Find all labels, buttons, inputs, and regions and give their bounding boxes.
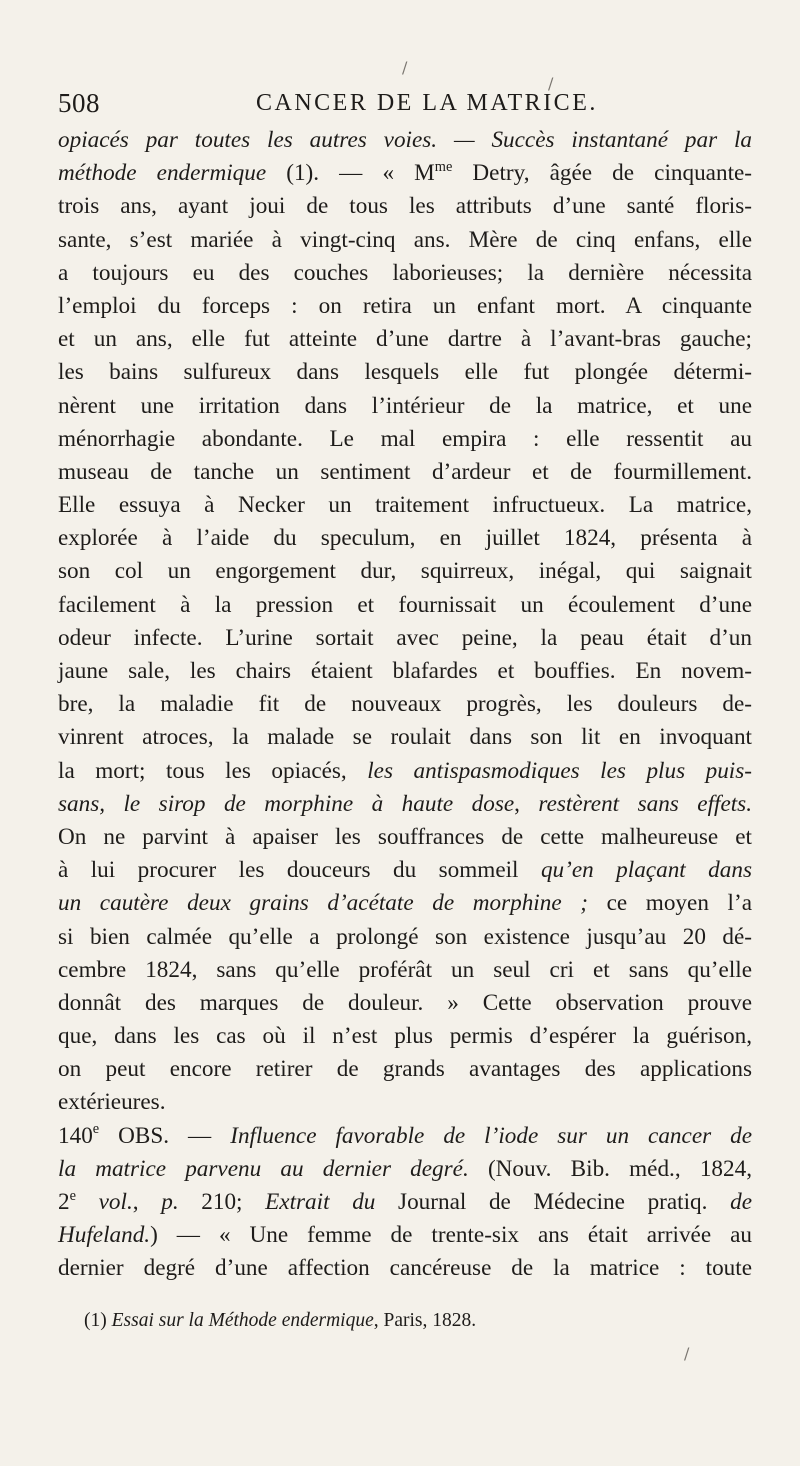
text-segment: la mort; tous les opiacés, [58, 757, 368, 784]
text-line [58, 157, 752, 190]
text-segment: , [132, 1189, 162, 1215]
text-segment: (1). — « M [266, 160, 435, 187]
text-line [58, 1120, 752, 1153]
running-title: CANCER DE LA MATRICE. [256, 90, 598, 116]
text-segment: on peut encore retirer de grands avantages des applications [58, 1056, 752, 1083]
text-segment: bre, la maladie fit de nouveaux progrès, les douleurs de- [58, 691, 752, 718]
stray-mark: / [684, 1344, 690, 1363]
superscript: e [69, 1187, 76, 1204]
italic-text: Extrait du [265, 1189, 376, 1215]
text-line [58, 887, 752, 920]
text-segment: dernier degré d’une affection cancéreuse de la matrice : toute [58, 1255, 752, 1282]
text-segment: cembre 1824, sans qu’elle proférât un seul cri et sans qu’elle [58, 956, 752, 983]
text-segment: ) — « Une femme de trente-six ans était arrivée au [150, 1222, 752, 1249]
text-line [58, 1153, 752, 1186]
text-line [58, 1219, 752, 1252]
text-line [58, 987, 752, 1020]
text-segment: 210; [178, 1189, 266, 1215]
text-line [58, 323, 752, 356]
text-segment: museau de tanche un sentiment d’ardeur et de fourmillement. [58, 458, 752, 485]
text-segment: ce moyen l’a [587, 890, 752, 917]
text-segment: vinrent atroces, la malade se roulait dans son lit en invoquant [58, 724, 752, 751]
text-line [58, 854, 752, 887]
italic-text: restèrent sans effets. [538, 790, 753, 817]
italic-text: la matrice parvenu au dernier degré. [58, 1155, 469, 1182]
text-segment [76, 1189, 99, 1215]
text-line [58, 1252, 752, 1285]
text-line [58, 688, 752, 721]
text-line [58, 1186, 752, 1219]
text-segment: , [514, 790, 539, 817]
text-line [58, 721, 752, 754]
text-line [58, 522, 752, 555]
text-line [58, 589, 752, 622]
text-segment: explorée à l’aide du speculum, en juillet 1824, présenta à [58, 525, 752, 552]
page-number: 508 [58, 88, 100, 118]
text-segment: les bains sulfureux dans lesquels elle fut plongée détermi- [58, 359, 752, 386]
text-line [58, 257, 752, 290]
text-line [58, 1053, 752, 1086]
text-segment: OBS. — [99, 1122, 231, 1149]
italic-text: sans, le sirop de morphine à haute dose [58, 790, 515, 817]
text-segment: Elle essuya à Necker un traitement infructueux. La matrice, [58, 492, 752, 519]
text-line [58, 655, 752, 688]
text-segment: nèrent une irritation dans l’intérieur de la matrice, et une [58, 392, 752, 419]
text-line [58, 456, 752, 489]
text-segment: (Nouv. Bib. méd., 1824, [468, 1155, 752, 1182]
italic-text: qu’en plaçant dans [540, 857, 752, 884]
text-segment: odeur infecte. L’urine sortait avec peine, la peau était d’un [58, 624, 752, 651]
italic-text: Hufeland. [58, 1222, 151, 1249]
text-line [58, 921, 752, 954]
text-line [58, 356, 752, 389]
italic-text: vol. [98, 1189, 133, 1215]
text-line [58, 489, 752, 522]
text-segment: son col un engorgement dur, squirreux, inégal, qui saignait [58, 558, 752, 585]
text-segment: 140 [58, 1122, 93, 1149]
text-segment: à lui procurer les douceurs du sommeil [58, 857, 541, 884]
italic-text: méthode endermique [58, 160, 267, 187]
stray-mark: / [402, 58, 408, 77]
text-segment: trois ans, ayant joui de tous les attributs d’une santé floris- [58, 193, 752, 220]
italic-text: un cautère deux grains d’acétate de morphine ; [58, 890, 588, 917]
footnote-title: Essai sur la Méthode endermique [111, 1310, 374, 1331]
text-segment: Detry, âgée de cinquante- [452, 160, 753, 187]
text-line [58, 290, 752, 323]
stray-mark: / [548, 74, 554, 93]
italic-text: de [730, 1189, 752, 1215]
italic-text: p. [161, 1189, 179, 1215]
text-segment: l’emploi du forceps : on retira un enfant mort. A cinquante [58, 292, 752, 319]
footnote-marker: (1) [84, 1310, 107, 1331]
text-segment: sante, s’est mariée à vingt-cinq ans. Mère de cinq enfans, elle [58, 226, 752, 253]
text-segment: a toujours eu des couches laborieuses; la dernière nécessita [58, 259, 752, 286]
text-segment: On ne parvint à apaiser les souffrances de cette malheureuse et [58, 823, 752, 850]
italic-text: Influence favorable de l’iode sur un cancer de [230, 1122, 752, 1149]
italic-text: opiacés par toutes les autres voies. — Succès instantané par la [58, 127, 752, 153]
text-segment: si bien calmée qu’elle a prolongé son existence jusqu’au 20 dé- [58, 923, 752, 950]
page-header [58, 88, 748, 118]
text-line [58, 555, 752, 588]
text-line [58, 224, 752, 257]
text-line [58, 622, 752, 655]
text-segment: 2 [58, 1189, 70, 1215]
text-line [58, 1020, 752, 1053]
text-line [58, 390, 752, 423]
text-line [58, 788, 752, 821]
text-line [58, 1086, 752, 1119]
footnote-citation: , Paris, 1828. [373, 1310, 477, 1331]
text-line [58, 954, 752, 987]
text-line [58, 190, 752, 223]
text-segment: ménorrhagie abondante. Le mal empira : elle ressentit au [58, 425, 752, 452]
superscript: me [434, 158, 453, 175]
text-segment: facilement à la pression et fournissait un écoulement d’une [58, 591, 752, 618]
text-line [58, 755, 752, 788]
superscript: e [92, 1121, 100, 1138]
body-text [58, 124, 752, 1286]
text-line [58, 124, 752, 157]
text-line [58, 423, 752, 456]
footnote [84, 1308, 744, 1334]
text-segment: donnât des marques de douleur. » Cette observation prouve [58, 989, 752, 1016]
text-segment: et un ans, elle fut atteinte d’une dartre à l’avant-bras gauche; [58, 326, 752, 353]
italic-text: les antispasmodiques les plus puis- [367, 757, 752, 784]
text-segment: extérieures. [58, 1089, 166, 1116]
text-segment: jaune sale, les chairs étaient blafardes et bouffies. En novem- [58, 658, 752, 684]
text-segment: que, dans les cas où il n’est plus permis d’espérer la guérison, [58, 1023, 752, 1050]
text-segment: Journal de Médecine pratiq. [375, 1189, 731, 1215]
text-line [58, 821, 752, 854]
